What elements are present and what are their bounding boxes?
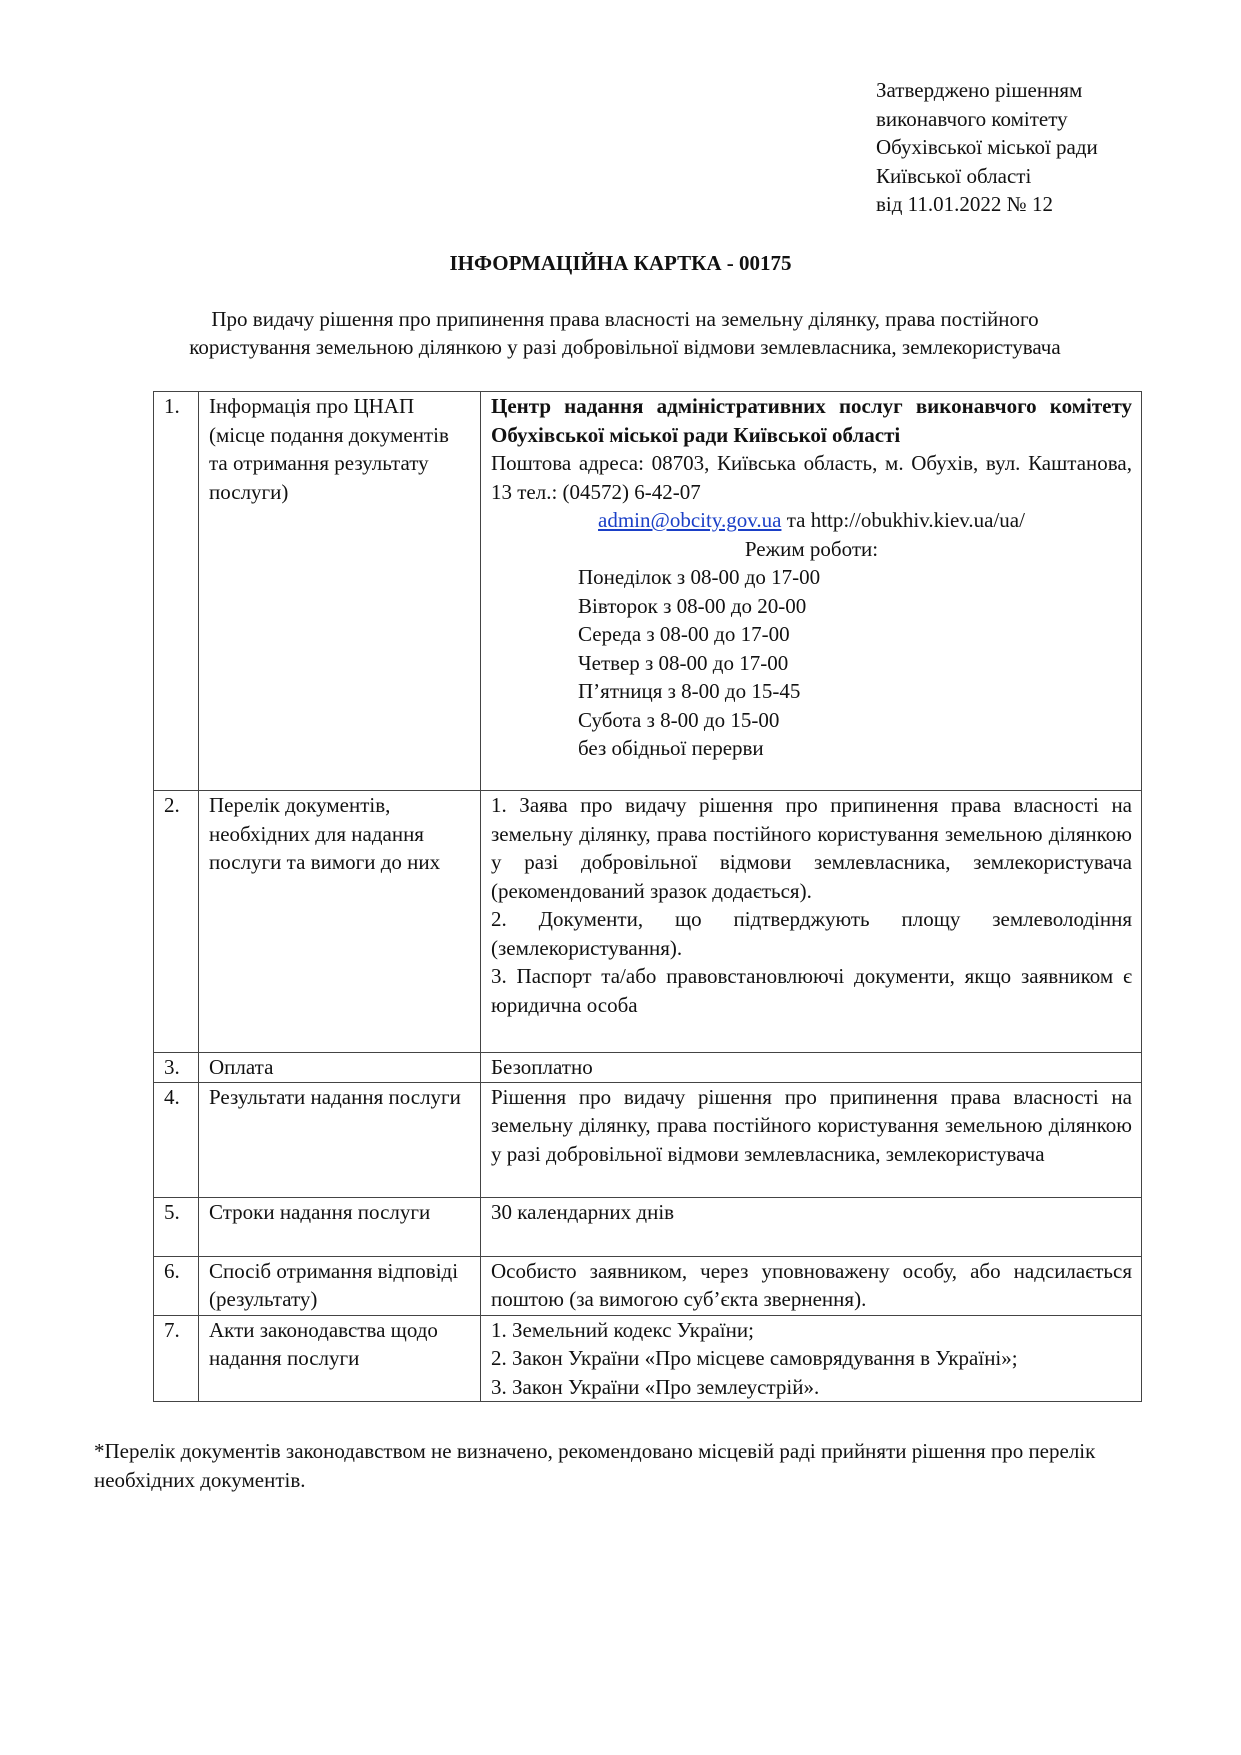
legislation-item: 3. Закон України «Про землеустрій». [491, 1374, 820, 1399]
row-value: Безоплатно [481, 1053, 1142, 1083]
website-link[interactable]: http://obukhiv.kiev.ua/ua/ [810, 508, 1025, 532]
row-number: 3. [154, 1053, 199, 1083]
table-row [154, 1315, 1142, 1402]
email-link[interactable]: admin@obcity.gov.ua [598, 508, 782, 532]
document-item: 2. Документи, що підтверджують площу землеволодіння (землекористування). [491, 907, 1132, 960]
schedule-item: Понеділок з 08-00 до 17-00 [578, 565, 821, 589]
approval-date-line: від 11.01.2022 № 12 [876, 192, 1053, 216]
schedule-item: Вівторок з 08-00 до 20-00 [578, 593, 807, 618]
subtitle-line: користування земельною ділянкою у разі добровільної відмови землевласника, землекористувача [189, 335, 1061, 359]
document-item: 3. Паспорт та/або правовстановлюючі документи, якщо заявником є юридична особа [491, 964, 1132, 1017]
row-label: Перелік документів, необхідних для надання послуги та вимоги до них [199, 791, 481, 1053]
footnote: *Перелік документів законодавством не визначено, рекомендовано місцевій раді прийняти рішення про перелік необхідних документів. [94, 1439, 1096, 1492]
schedule-note: без обідньої перерви [578, 736, 764, 760]
row-label: Результати надання послуги [199, 1082, 481, 1197]
legislation-item: 2. Закон України «Про місцеве самоврядування в Україні»; [491, 1346, 1018, 1370]
row-number: 2. [154, 791, 199, 1053]
schedule-title: Режим роботи: [744, 536, 879, 561]
row-value-documents [481, 791, 1142, 1053]
subtitle-line: Про видачу рішення про припинення права власності на земельну ділянку, права постійного [211, 307, 1039, 331]
table-row [154, 1082, 1142, 1197]
contacts-joiner: та [781, 508, 811, 532]
schedule-item: Субота з 8-00 до 15-00 [578, 707, 780, 732]
cnap-contacts [491, 506, 1132, 535]
row-value: 30 календарних днів [481, 1197, 1142, 1256]
row-number: 4. [154, 1082, 199, 1197]
row-value-legislation [481, 1315, 1142, 1402]
info-table [153, 391, 1142, 1402]
table-row [154, 791, 1142, 1053]
schedule-item: П’ятниця з 8-00 до 15-45 [578, 679, 801, 703]
approval-line: Затверджено рішенням [876, 78, 1083, 102]
schedule-list [491, 563, 1132, 763]
row-label: Строки надання послуги [199, 1197, 481, 1256]
row-number: 1. [154, 392, 199, 791]
table-row [154, 1053, 1142, 1083]
page-title: ІНФОРМАЦІЙНА КАРТКА - 00175 [449, 251, 792, 275]
row-label: Інформація про ЦНАП (місце подання документів та отримання результату послуги) [199, 392, 481, 791]
row-label: Акти законодавства щодо надання послуги [199, 1315, 481, 1402]
table-row [154, 392, 1142, 791]
row-label: Спосіб отримання відповіді (результату) [199, 1256, 481, 1315]
cnap-address: Поштова адреса: 08703, Київська область, м. Обухів, вул. Каштанова, 13 тел.: (04572) 6-42-07 [491, 451, 1132, 504]
row-number: 5. [154, 1197, 199, 1256]
row-value: Особисто заявником, через уповноважену особу, або надсилається поштою (за вимогою суб’єкта звернення). [481, 1256, 1142, 1315]
row-number: 7. [154, 1315, 199, 1402]
document-item: 1. Заява про видачу рішення про припинення права власності на земельну ділянку, права постійного користування земельною ділянкою у разі добровільної відмови землевласника, землекористувача (рекомендований зразок додається). [491, 793, 1132, 903]
row-value: Рішення про видачу рішення про припинення права власності на земельну ділянку, права постійного користування земельною ділянкою у разі добровільної відмови землевласника, землекористувача [481, 1082, 1142, 1197]
schedule-item: Четвер з 08-00 до 17-00 [578, 650, 789, 675]
row-number: 6. [154, 1256, 199, 1315]
document-subtitle [90, 305, 1160, 361]
row-value-cnap [481, 392, 1142, 791]
table-row [154, 1256, 1142, 1315]
approval-line: Київської області [876, 163, 1032, 188]
approval-line: Обухівської міської ради [876, 135, 1098, 159]
legislation-item: 1. Земельний кодекс України; [491, 1317, 754, 1342]
schedule-item: Середа з 08-00 до 17-00 [578, 622, 790, 646]
approval-line: виконавчого комітету [876, 106, 1068, 131]
approval-stamp [876, 76, 1098, 219]
cnap-name: Центр надання адміністративних послуг виконавчого комітету Обухівської міської ради Київської області [491, 394, 1132, 447]
table-row [154, 1197, 1142, 1256]
row-label: Оплата [199, 1053, 481, 1083]
